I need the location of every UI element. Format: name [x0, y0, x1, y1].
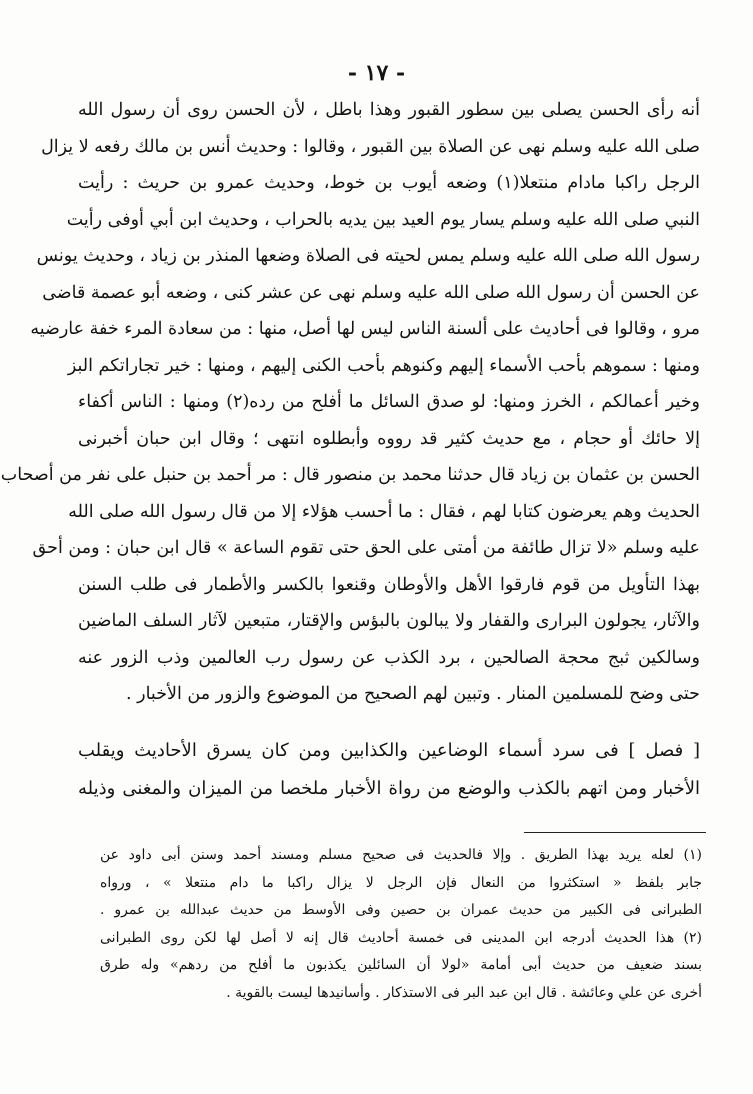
text-line: النبي صلى الله عليه وسلم يسار يوم العيد بين يديه بالحراب ، وحديث ابن أبي أوفى رأيت — [66, 209, 700, 230]
text-line: أنه رأى الحسن يصلى بين سطور القبور وهذا باطل ، لأن الحسن روى أن رسول الله — [78, 100, 700, 120]
footnote-line: جابر بلفظ « استكثروا من النعال فإن الرجل لا يزال راكبا ما دام منتعلا » ، ورواه — [100, 874, 702, 891]
page-number: - ١٧ - — [347, 60, 406, 86]
text-line: عن الحسن أن رسول الله صلى الله عليه وسلم نهى عن عشر كنى ، وضعه أبو عصمة قاضى — [42, 282, 700, 303]
text-line: رسول الله صلى الله عليه وسلم يمس لحيته فى الصلاة وضعها المنذر بن زياد ، وحديث يونس — [36, 246, 700, 266]
text-line: وسالكين ثبج محجة الصالحين ، برد الكذب عن رسول رب العالمين وذب الزور عنه — [78, 647, 700, 668]
text-line: ومنها : سموهم بأحب الأسماء إليهم وكنوهم بأحب الكنى إليهم ، ومنها : خير تجاراتكم البز — [67, 355, 700, 376]
text-line: مرو ، وقالوا فى أحاديث على ألسنة الناس ليس لها أصل، منها : من سعادة المرء خفة عارضيه — [30, 319, 700, 339]
main-text-body — [0, 92, 700, 713]
text-line: الحسن بن عثمان بن زياد قال حدثنا محمد بن منصور قال : مر أحمد بن حنبل على نفر من أصحاب — [0, 465, 700, 485]
footnote-line: أخرى عن علي وعائشة . قال ابن عبد البر فى الاستذكار . وأسانيدها ليست بالقوية . — [226, 984, 702, 1001]
text-line: والآثار، يجولون البرارى والقفار ولا يبالون بالبؤس والإقتار، متبعين لآثار السلف الماضين — [78, 611, 700, 631]
footnote-line: بسند ضعيف من حديث أبى أمامة «لولا أن السائلين يكذبون ما أفلح من ردهم» وله طرق — [100, 957, 702, 973]
footnote-line: (١) لعله يريد بهذا الطريق . وإلا فالحديث فى صحيح مسلم ومسند أحمد وسنن أبى داود عن — [100, 847, 702, 863]
text-line: حتى وضح للمسلمين المنار . وتبين لهم الصحيح من الموضوع والزور من الأخبار . — [126, 684, 700, 704]
section-line: الأخبار ومن اتهم بالكذب والوضع من رواة الأخبار ملخصا من الميزان والمغنى وذيله — [78, 778, 700, 799]
text-line: الحديث وهم يعرضون كتابا لهم ، فقال : ما أحسب هؤلاء إلا من قال رسول الله صلى الله — [68, 501, 700, 522]
text-line: وخير أعمالكم ، الخرز ومنها: لو صدق السائل ما أفلح من رده(٢) ومنها : الناس أكفاء — [78, 392, 700, 412]
text-line: صلى الله عليه وسلم نهى عن الصلاة بين القبور ، وقالوا : وحديث أنس بن مالك رفعه لا يزال — [41, 136, 700, 157]
footnote-line: الطبرانى فى الكبير من حديث عمران بن حصين وفى الأوسط من حديث عبدالله بن عمرو . — [100, 902, 702, 918]
text-line: بهذا التأويل من قوم فارقوا الأهل والأوطان وقنعوا بالكسر والأطمار فى طلب السنن — [78, 574, 700, 595]
footnotes — [100, 842, 702, 1007]
text-line: عليه وسلم «لا تزال طائفة من أمتى على الحق حتى تقوم الساعة » قال ابن حبان : ومن أحق — [32, 538, 700, 558]
text-line: الرجل راكبا مادام منتعلا(١) وضعه أيوب بن خوط، وحديث عمرو بن حريث : رأيت — [78, 173, 700, 193]
footnote-line: (٢) هذا الحديث أدرجه ابن المدينى فى خمسة أحاديث قال إنه لا أصل لها لكن روى الطبرانى — [100, 929, 702, 946]
text-line: إلا حائك أو حجام ، مع حديث كثير قد رووه وأبطلوه انتهى ؛ وقال ابن حبان أخبرنى — [78, 428, 700, 449]
footnote-divider — [524, 832, 706, 833]
section-heading-paragraph — [78, 732, 700, 808]
section-line: [ فصل ] فى سرد أسماء الوضاعين والكذابين ومن كان يسرق الأحاديث ويقلب — [78, 740, 700, 761]
